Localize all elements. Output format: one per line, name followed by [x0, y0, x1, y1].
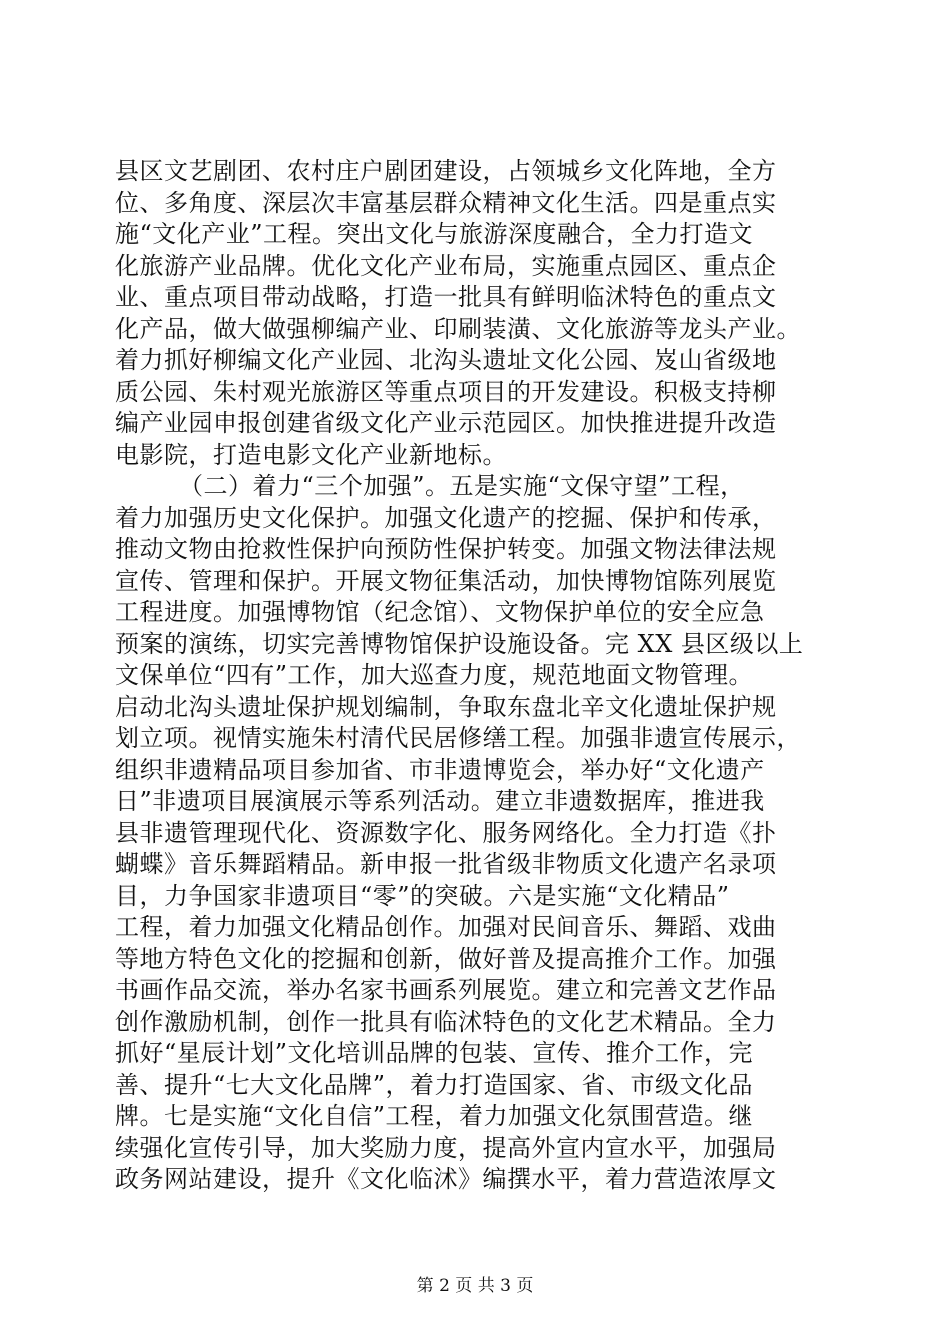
text-line: 着力加强历史文化保护。加强文化遗产的挖掘、保护和传承， — [115, 503, 777, 532]
text-line: 推动文物由抢救性保护向预防性保护转变。加强文物法律法规 — [115, 535, 777, 563]
text-line: 蝴蝶》音乐舞蹈精品。新申报一批省级非物质文化遗产名录项 — [115, 850, 777, 878]
text-line: 组织非遗精品项目参加省、市非遗博览会，举办好“文化遗产 — [115, 755, 765, 784]
text-line: 抓好“星辰计划”文化培训品牌的包装、宣传、推介工作，完 — [115, 1039, 754, 1067]
text-line: 划立项。视情实施朱村清代民居修缮工程。加强非遗宣传展示， — [115, 724, 801, 752]
page-number-footer: 第 2 页 共 3 页 — [416, 1276, 534, 1296]
text-line: 工程进度。加强博物馆（纪念馆）、文物保护单位的安全应急 — [115, 598, 765, 626]
text-line: 编产业园申报创建省级文化产业示范园区。加快推进提升改造 — [115, 409, 777, 437]
text-line: 业、重点项目带动战略，打造一批具有鲜明临沭特色的重点文 — [115, 283, 777, 311]
text-line: 化旅游产业品牌。优化文化产业布局，实施重点园区、重点企 — [115, 251, 777, 280]
text-line: 文保单位“四有”工作，加大巡查力度，规范地面文物管理。 — [115, 661, 754, 689]
text-line: 工程，着力加强文化精品创作。加强对民间音乐、舞蹈、戏曲 — [115, 913, 777, 941]
text-line: 目，力争国家非遗项目“零”的突破。六是实施“文化精品” — [115, 881, 730, 910]
text-line: 牌。七是实施“文化自信”工程，着力加强文化氛围营造。继 — [115, 1102, 754, 1130]
text-line: 日”非遗项目展演展示等系列活动。建立非遗数据库，推进我 — [115, 787, 765, 815]
text-line: 预案的演练，切实完善博物馆保护设施设备。完 XX 县区级以上 — [115, 629, 804, 658]
paragraph-start-line: （二）着力“三个加强”。五是实施“文保守望”工程， — [179, 472, 745, 500]
text-line: 宣传、管理和保护。开展文物征集活动，加快博物馆陈列展览 — [115, 566, 777, 595]
text-line: 政务网站建设，提升《文化临沭》编撰水平，着力营造浓厚文 — [115, 1165, 777, 1193]
text-line: 启动北沟头遗址保护规划编制，争取东盘北辛文化遗址保护规 — [115, 692, 777, 721]
text-line: 位、多角度、深层次丰富基层群众精神文化生活。四是重点实 — [115, 188, 777, 217]
text-line: 着力抓好柳编文化产业园、北沟头遗址文化公园、岌山省级地 — [115, 346, 777, 374]
text-line: 等地方特色文化的挖掘和创新，做好普及提高推介工作。加强 — [115, 944, 777, 973]
text-line: 化产品，做大做强柳编产业、印刷装潢、文化旅游等龙头产业。 — [115, 314, 801, 343]
text-line: 电影院，打造电影文化产业新地标。 — [115, 440, 507, 469]
body-text — [115, 156, 860, 1196]
text-line: 县区文艺剧团、农村庄户剧团建设，占领城乡文化阵地，全方 — [115, 157, 777, 185]
text-line: 施“文化产业”工程。突出文化与旅游深度融合，全力打造文 — [115, 220, 754, 248]
text-line: 善、提升“七大文化品牌”，着力打造国家、省、市级文化品 — [115, 1070, 754, 1099]
text-line: 创作激励机制，创作一批具有临沭特色的文化艺术精品。全力 — [115, 1007, 777, 1036]
text-line: 县非遗管理现代化、资源数字化、服务网络化。全力打造《扑 — [115, 818, 777, 847]
text-line: 质公园、朱村观光旅游区等重点项目的开发建设。积极支持柳 — [115, 377, 777, 406]
text-line: 书画作品交流，举办名家书画系列展览。建立和完善文艺作品 — [115, 976, 777, 1004]
text-line: 续强化宣传引导，加大奖励力度，提高外宣内宣水平，加强局 — [115, 1133, 777, 1162]
